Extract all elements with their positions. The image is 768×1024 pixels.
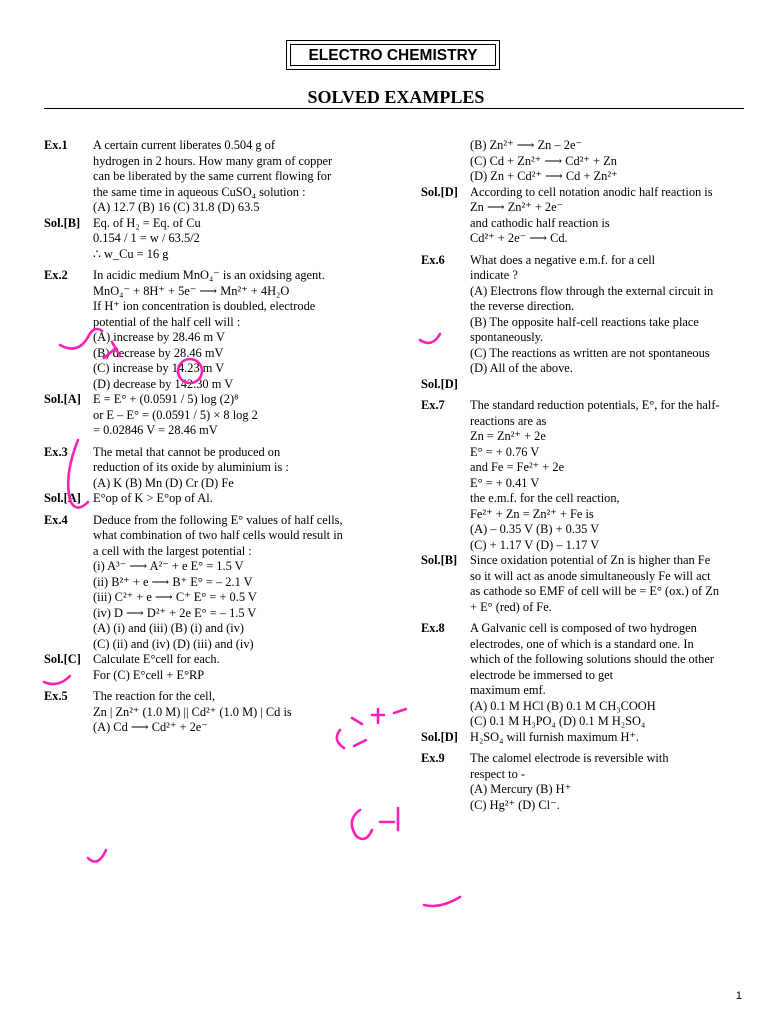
header-rule (44, 108, 744, 109)
question-label: Sol.[B] (44, 215, 81, 230)
line-text: what combination of two half cells would result in (93, 528, 343, 542)
line-text: the e.m.f. for the cell reaction, (470, 491, 620, 505)
text-line (421, 460, 768, 476)
line-text: E° = + 0.76 V (470, 444, 540, 459)
line-text: (A) increase by 28.46 m V (93, 330, 225, 344)
text-line (421, 522, 768, 538)
line-text: (A) – 0.35 V (B) + 0.35 V (470, 522, 600, 536)
line-text: respect to - (470, 766, 526, 781)
text-line (421, 668, 768, 684)
line-text: (D) All of the above. (470, 361, 573, 375)
line-text: and Fe = Fe²⁺ + 2e (470, 460, 565, 474)
text-line (421, 185, 768, 201)
text-line (44, 361, 374, 377)
text-line (44, 606, 374, 622)
line-text: (D) Zn + Cd²⁺ ⟶ Cd + Zn²⁺ (470, 169, 618, 183)
question-label: Ex.6 (421, 252, 445, 267)
text-line (44, 476, 374, 492)
question-label: Sol.[A] (44, 491, 81, 505)
text-line (44, 216, 374, 232)
question-label: Sol.[D] (421, 376, 458, 391)
text-line (421, 683, 768, 699)
question-label: Ex.4 (44, 512, 68, 527)
line-text: In acidic medium MnO₄⁻ is an oxidsing agent. (93, 268, 325, 282)
line-text: electrode be immersed to get (470, 667, 614, 682)
banner-title: ELECTRO CHEMISTRY (290, 44, 496, 66)
line-text: (A) Mercury (B) H⁺ (470, 782, 572, 796)
line-text: (C) increase by 14.23 m V (93, 361, 225, 375)
line-text: can be liberated by the same current flowing for (93, 169, 332, 183)
text-line (44, 231, 374, 247)
line-text: (A) Cd ⟶ Cd²⁺ + 2e⁻ (93, 720, 208, 734)
text-line (44, 559, 374, 575)
line-text: reactions are as (470, 413, 547, 428)
text-line (44, 513, 374, 529)
text-line (421, 569, 768, 585)
text-line (421, 414, 768, 430)
question-label: Ex.9 (421, 751, 445, 765)
line-text: = 0.02846 V = 28.46 mV (93, 423, 218, 437)
line-text: (iv) D ⟶ D²⁺ + 2e E° = – 1.5 V (93, 605, 257, 620)
question-label: Sol.[C] (44, 652, 81, 666)
line-text: MnO₄⁻ + 8H⁺ + 5e⁻ ⟶ Mn²⁺ + 4H₂O (93, 283, 290, 298)
text-line (44, 445, 374, 461)
text-line (421, 476, 768, 492)
line-text: Zn = Zn²⁺ + 2e (470, 429, 546, 443)
text-line (44, 652, 374, 668)
line-text: so it will act as anode simultaneously Fe will act (470, 568, 711, 583)
text-line (421, 699, 768, 715)
text-line (421, 253, 768, 269)
line-text: If H⁺ ion concentration is doubled, electrode (93, 299, 316, 313)
line-text: (C) + 1.17 V (D) – 1.17 V (470, 537, 600, 552)
line-text: E = E° + (0.0591 / 5) log (2)⁸ (93, 392, 239, 406)
line-text: A Galvanic cell is composed of two hydrogen (470, 621, 697, 635)
line-text: Calculate E°cell for each. (93, 652, 220, 666)
text-line (421, 284, 768, 300)
line-text: Deduce from the following E° values of half cells, (93, 512, 343, 527)
line-text: (B) decrease by 28.46 mV (93, 345, 224, 360)
text-line (44, 689, 374, 705)
text-line (421, 553, 768, 569)
text-line (44, 284, 374, 300)
line-text: (iii) C²⁺ + e ⟶ C⁺ E° = + 0.5 V (93, 590, 257, 604)
text-line (44, 423, 374, 439)
line-text: Since oxidation potential of Zn is higher than Fe (470, 553, 711, 567)
text-line (44, 247, 374, 263)
line-text: According to cell notation anodic half reaction is (470, 184, 713, 199)
text-line (44, 315, 374, 331)
line-text: (C) (ii) and (iv) (D) (iii) and (iv) (93, 636, 254, 651)
line-text: Zn | Zn²⁺ (1.0 M) || Cd²⁺ (1.0 M) | Cd is (93, 704, 292, 719)
left-column (44, 138, 374, 736)
text-line (44, 377, 374, 393)
text-line (421, 730, 768, 746)
line-text: The reaction for the cell, (93, 689, 216, 703)
line-text: electrodes, one of which is a standard one. In (470, 636, 694, 651)
line-text: (C) 0.1 M H₃PO₄ (D) 0.1 M H₂SO₄ (470, 714, 646, 728)
line-text: (A) K (B) Mn (D) Cr (D) Fe (93, 475, 234, 490)
line-text: The metal that cannot be produced on (93, 444, 281, 459)
line-text: (A) (i) and (iii) (B) (i) and (iv) (93, 621, 245, 635)
text-line (421, 600, 768, 616)
line-text: or E – E° = (0.0591 / 5) × 8 log 2 (93, 407, 258, 422)
line-text: the same time in aqueous CuSO₄ solution : (93, 184, 306, 199)
line-text: and cathodic half reaction is (470, 215, 610, 230)
question-label: Sol.[D] (421, 729, 458, 744)
text-line (44, 460, 374, 476)
text-line (421, 346, 768, 362)
line-text: Eq. of H₂ = Eq. of Cu (93, 215, 201, 230)
line-text: indicate ? (470, 268, 518, 282)
line-text: potential of the half cell will : (93, 314, 241, 329)
text-line (421, 751, 768, 767)
text-line (44, 705, 374, 721)
line-text: maximum emf. (470, 683, 546, 697)
text-line (44, 169, 374, 185)
text-line (44, 185, 374, 201)
text-line (421, 445, 768, 461)
text-line (421, 584, 768, 600)
text-line (421, 200, 768, 216)
line-text: (A) 12.7 (B) 16 (C) 31.8 (D) 63.5 (93, 200, 260, 214)
text-line (44, 299, 374, 315)
line-text: which of the following solutions should the other (470, 652, 715, 666)
text-line (421, 398, 768, 414)
text-line (44, 544, 374, 560)
line-text: (C) The reactions as written are not spontaneous (470, 345, 710, 360)
text-line (421, 169, 768, 185)
text-line (421, 652, 768, 668)
text-line (44, 138, 374, 154)
page-number: 1 (735, 989, 742, 1002)
text-line (44, 268, 374, 284)
line-text: E° = + 0.41 V (470, 475, 540, 490)
line-text: ∴ w_Cu = 16 g (93, 246, 169, 261)
question-label: Ex.2 (44, 268, 68, 282)
text-line (44, 637, 374, 653)
line-text: (A) 0.1 M HCl (B) 0.1 M CH₃COOH (470, 698, 656, 713)
text-line (44, 330, 374, 346)
question-label: Ex.7 (421, 398, 445, 412)
question-label: Sol.[A] (44, 392, 81, 406)
right-column (421, 138, 768, 813)
text-line (44, 668, 374, 684)
line-text: (B) Zn²⁺ ⟶ Zn – 2e⁻ (470, 138, 582, 152)
line-text: hydrogen in 2 hours. How many gram of copper (93, 153, 333, 168)
text-line (421, 767, 768, 783)
line-text: (A) Electrons flow through the external circuit in (470, 283, 714, 298)
text-line (421, 377, 768, 393)
line-text: Fe²⁺ + Zn = Zn²⁺ + Fe is (470, 506, 594, 521)
line-text: + E° (red) of Fe. (470, 599, 552, 614)
section-banner (286, 40, 500, 70)
text-line (421, 138, 768, 154)
page-subtitle: SOLVED EXAMPLES (307, 87, 485, 107)
text-line (44, 491, 374, 507)
line-text: a cell with the largest potential : (93, 543, 252, 558)
text-line (421, 798, 768, 814)
question-label: Sol.[B] (421, 553, 458, 567)
line-text: (B) The opposite half-cell reactions take place (470, 314, 699, 329)
text-line (44, 720, 374, 736)
text-line (421, 299, 768, 315)
question-label: Ex.8 (421, 621, 445, 635)
text-line (44, 575, 374, 591)
line-text: 0.154 / 1 = w / 63.5/2 (93, 231, 200, 245)
line-text: Zn ⟶ Zn²⁺ + 2e⁻ (470, 200, 564, 214)
text-line (421, 782, 768, 798)
text-line (44, 392, 374, 408)
question-label: Ex.3 (44, 444, 68, 459)
line-text: the reverse direction. (470, 299, 575, 313)
line-text: as cathode so EMF of cell will be = E° (ox.) of Zn (470, 584, 720, 598)
line-text: A certain current liberates 0.504 g of (93, 138, 276, 152)
line-text: The calomel electrode is reversible with (470, 751, 669, 765)
question-label: Sol.[D] (421, 184, 458, 199)
text-line (421, 507, 768, 523)
text-line (44, 346, 374, 362)
line-text: E°op of K > E°op of Al. (93, 491, 213, 505)
line-text: spontaneously. (470, 330, 544, 344)
text-line (421, 330, 768, 346)
line-text: (ii) B²⁺ + e ⟶ B⁺ E° = – 2.1 V (93, 574, 253, 589)
text-line (421, 637, 768, 653)
line-text: (D) decrease by 142.30 m V (93, 376, 234, 391)
line-text: reduction of its oxide by aluminium is : (93, 460, 289, 474)
text-line (421, 714, 768, 730)
text-line (421, 429, 768, 445)
line-text: For (C) E°cell + E°RP (93, 667, 205, 682)
text-line (421, 361, 768, 377)
line-text: Cd²⁺ + 2e⁻ ⟶ Cd. (470, 231, 568, 245)
text-line (421, 315, 768, 331)
line-text: H₂SO₄ will furnish maximum H⁺. (470, 729, 640, 744)
line-text: The standard reduction potentials, E°, for the half- (470, 398, 720, 412)
text-line (44, 528, 374, 544)
line-text: (C) Cd + Zn²⁺ ⟶ Cd²⁺ + Zn (470, 153, 617, 168)
text-line (44, 621, 374, 637)
line-text: (C) Hg²⁺ (D) Cl⁻. (470, 797, 560, 812)
text-line (421, 231, 768, 247)
text-line (44, 154, 374, 170)
question-label: Ex.5 (44, 689, 68, 703)
text-line (421, 216, 768, 232)
text-line (421, 621, 768, 637)
question-label: Ex.1 (44, 138, 68, 152)
text-line (421, 154, 768, 170)
text-line (44, 408, 374, 424)
text-line (421, 268, 768, 284)
text-line (44, 590, 374, 606)
text-line (44, 200, 374, 216)
line-text: What does a negative e.m.f. for a cell (470, 252, 656, 267)
text-line (421, 538, 768, 554)
text-line (421, 491, 768, 507)
line-text: (i) A³⁻ ⟶ A²⁻ + e E° = 1.5 V (93, 559, 244, 573)
